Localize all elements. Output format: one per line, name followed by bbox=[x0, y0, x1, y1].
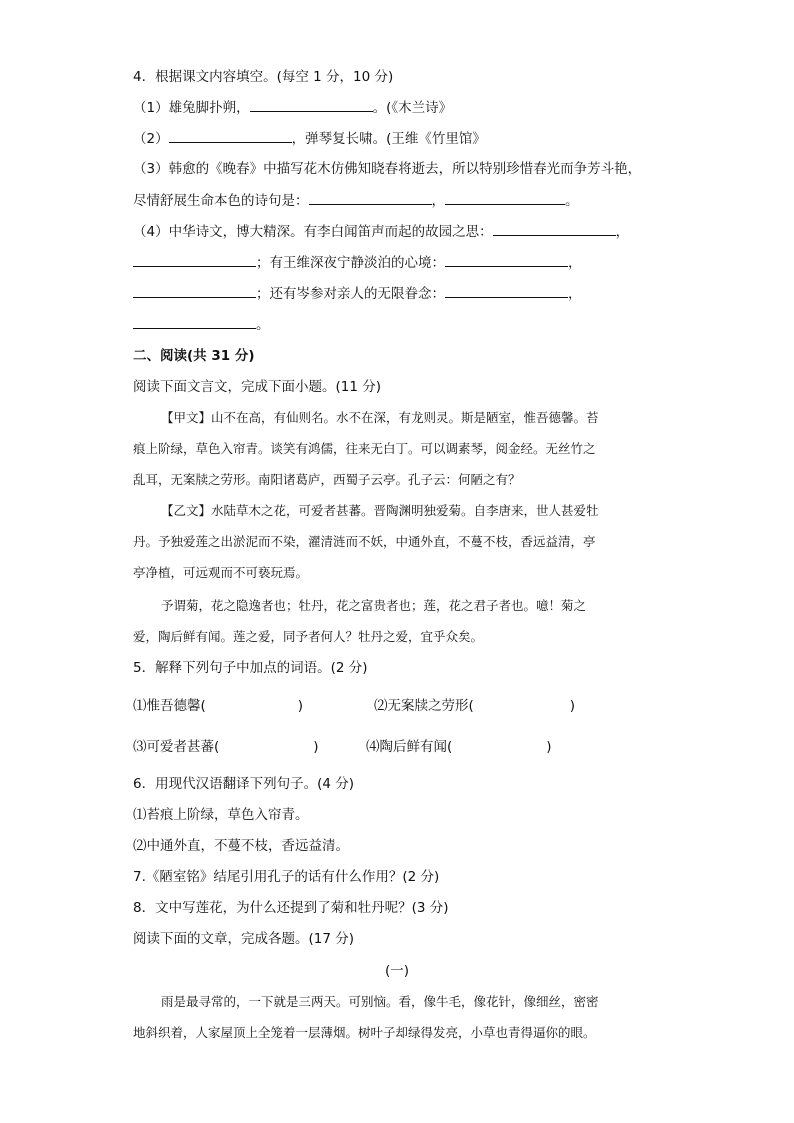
q4-item-2-text: ，弹琴复长啸。(王维《竹里馆》 bbox=[291, 131, 486, 147]
fill-blank[interactable] bbox=[445, 284, 568, 298]
fill-blank[interactable] bbox=[445, 191, 565, 205]
q4-item-1-source: 。(《木兰诗》 bbox=[372, 100, 453, 116]
paren-close: ) bbox=[569, 698, 576, 714]
q4-item-4-text3: ；还有岑参对亲人的无限眷念： bbox=[256, 286, 445, 302]
part-heading: (一) bbox=[385, 963, 410, 979]
passage-jia-line: 【甲文】山不在高，有仙则名。水不在深，有龙则灵。斯是陋室，惟吾德馨。苔 bbox=[161, 410, 599, 425]
q4-item-1 bbox=[133, 98, 452, 117]
question-8: 8．文中写莲花，为什么还提到了菊和牡丹呢？(3 分) bbox=[133, 900, 449, 916]
paren-close: ) bbox=[297, 698, 304, 714]
passage-yi-line: 爱，陶后鲜有闻。莲之爱，同予者何人？牡丹之爱，宜乎众矣。 bbox=[133, 629, 484, 644]
q5-item-3 bbox=[133, 738, 319, 756]
q4-item-4-line1 bbox=[133, 222, 629, 241]
passage-jia-line: 乱耳，无案牍之劳形。南阳诸葛庐，西蜀子云亭。孔子云：何陋之有？ bbox=[133, 472, 521, 487]
q5-item-1-text: ⑴惟吾德馨( bbox=[133, 698, 206, 714]
q5-item-3-text: ⑶可爱者甚蕃( bbox=[133, 739, 220, 755]
question-5: 5．解释下列句子中加点的词语。(2 分) bbox=[133, 660, 368, 676]
passage-yi-line: 丹。予独爱莲之出淤泥而不染，濯清涟而不妖，中通外直，不蔓不枝，香远益清，亭 bbox=[133, 534, 596, 549]
comma: ， bbox=[431, 193, 445, 209]
q4-item-4-line2 bbox=[133, 253, 582, 272]
comma: ， bbox=[568, 255, 582, 271]
q4-item-3-line1: （3）韩愈的《晚春》中描写花木仿佛知晓春将逝去，所以特别珍惜春光而争芳斗艳， bbox=[133, 161, 642, 177]
q6-item-1: ⑴苔痕上阶绿，草色入帘青。 bbox=[133, 807, 309, 823]
q4-item-4-prompt: （4）中华诗文，博大精深。有李白闻笛声而起的故园之思： bbox=[133, 224, 493, 240]
q4-item-3-line2 bbox=[133, 191, 579, 210]
q4-title: 4．根据课文内容填空。(每空 1 分，10 分) bbox=[133, 69, 394, 85]
q5-item-2 bbox=[374, 697, 575, 715]
period: 。 bbox=[565, 193, 579, 209]
q4-item-3-prompt: 尽情舒展生命本色的诗句是： bbox=[133, 193, 309, 209]
paren-close: ) bbox=[546, 739, 552, 755]
comma: ， bbox=[568, 286, 582, 302]
q5-item-2-text: ⑵无案牍之劳形( bbox=[374, 698, 474, 714]
q4-item-1-text: （1）雄兔脚扑朔， bbox=[133, 100, 250, 116]
q4-item-2-num: （2） bbox=[133, 131, 169, 147]
fill-blank[interactable] bbox=[493, 222, 616, 236]
fill-blank[interactable] bbox=[309, 191, 432, 205]
fill-blank[interactable] bbox=[133, 315, 256, 329]
q4-item-4-line4 bbox=[133, 315, 270, 334]
fill-blank[interactable] bbox=[445, 253, 568, 267]
q5-item-4 bbox=[366, 738, 552, 756]
fill-blank[interactable] bbox=[169, 129, 292, 143]
period: 。 bbox=[256, 317, 270, 333]
q4-item-2 bbox=[133, 129, 486, 148]
passage-yi-line: 【乙文】水陆草木之花，可爱者甚蕃。晋陶渊明独爱菊。自李唐来，世人甚爱牡 bbox=[161, 503, 599, 518]
passage-yi-line: 亭净植，可远观而不可亵玩焉。 bbox=[133, 565, 309, 580]
fill-blank[interactable] bbox=[133, 284, 256, 298]
paren-close: ) bbox=[313, 739, 319, 755]
q5-item-1 bbox=[133, 697, 303, 715]
reading-intro-classical: 阅读下面文言文，完成下面小题。(11 分) bbox=[133, 379, 382, 395]
passage-yi-line: 予谓菊，花之隐逸者也；牡丹，花之富贵者也；莲，花之君子者也。噫！菊之 bbox=[161, 598, 587, 613]
q4-item-4-line3 bbox=[133, 284, 582, 303]
passage-line: 地斜织着，人家屋顶上全笼着一层薄烟。树叶子却绿得发亮，小草也青得逼你的眼。 bbox=[133, 1025, 596, 1040]
q4-item-4-text2: ；有王维深夜宁静淡泊的心境： bbox=[256, 255, 445, 271]
fill-blank[interactable] bbox=[250, 98, 373, 112]
passage-line: 雨是最寻常的，一下就是三两天。可别恼。看，像牛毛，像花针，像细丝，密密 bbox=[161, 994, 599, 1009]
fill-blank[interactable] bbox=[133, 253, 256, 267]
comma: ， bbox=[615, 224, 630, 240]
q5-item-4-text: ⑷陶后鲜有闻( bbox=[366, 739, 453, 755]
question-6: 6．用现代汉语翻译下列句子。(4 分) bbox=[133, 776, 355, 792]
section-heading: 二、阅读(共 31 分) bbox=[133, 348, 255, 364]
reading-intro-modern: 阅读下面的文章，完成各题。(17 分) bbox=[133, 931, 355, 947]
question-7: 7.《陋室铭》结尾引用孔子的话有什么作用？(2 分) bbox=[133, 869, 440, 885]
passage-jia-line: 痕上阶绿，草色入帘青。谈笑有鸿儒，往来无白丁。可以调素琴，阅金经。无丝竹之 bbox=[133, 441, 596, 456]
q6-item-2: ⑵中通外直，不蔓不枝，香远益清。 bbox=[133, 838, 349, 854]
